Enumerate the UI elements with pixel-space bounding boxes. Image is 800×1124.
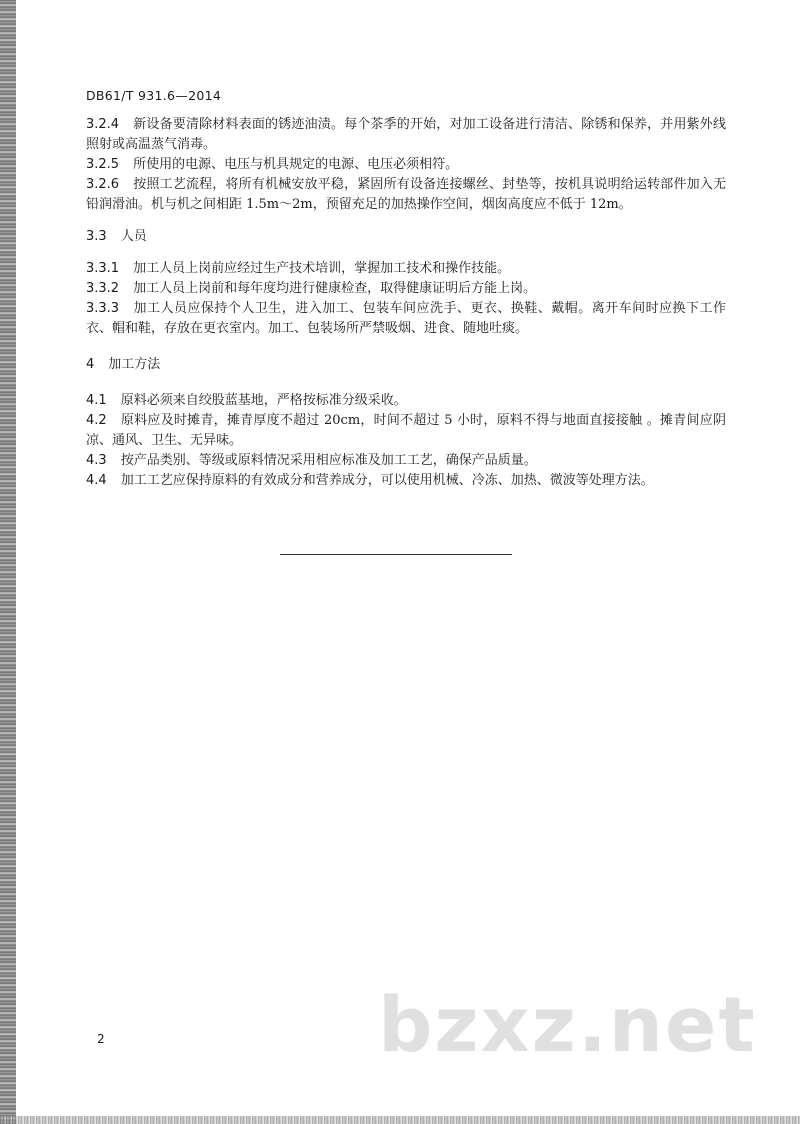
scan-edge-left: [0, 0, 16, 1124]
clause-text: 按照工艺流程，将所有机械安放平稳，紧固所有设备连接螺丝、封垫等，按机具说明给运转部件加入无铅润滑油。机与机之间相距 1.5m～2m，预留充足的加热操作空间，烟囱高度应不低于 12m。: [86, 177, 726, 212]
clause-number: 3.2.4: [86, 117, 120, 132]
section-heading-3-3: [86, 227, 726, 247]
clause-text: 加工工艺应保持原料的有效成分和营养成分，可以使用机械、冷冻、加热、微波等处理方法。: [120, 473, 654, 488]
clause-4-2: [86, 411, 726, 451]
clause-4-4: [86, 471, 726, 491]
clause-3-2-4: [86, 115, 726, 155]
clause-number: 4.2: [86, 413, 107, 428]
section-number: 3.3: [86, 229, 107, 244]
clause-text: 加工人员应保持个人卫生，进入加工、包装车间应洗手、更衣、换鞋、戴帽。离开车间时应换下工作衣、帽和鞋，存放在更衣室内。加工、包装场所严禁吸烟、进食、随地吐痰。: [86, 301, 726, 336]
section-title: 人员: [120, 229, 147, 244]
clause-number: 3.2.6: [86, 177, 120, 192]
clause-text: 新设备要清除材料表面的锈迹油渍。每个茶季的开始，对加工设备进行清洁、除锈和保养，并用紫外线照射或高温蒸气消毒。: [86, 117, 726, 152]
clause-number: 4.4: [86, 473, 107, 488]
clause-3-3-3: [86, 299, 726, 339]
clause-text: 原料应及时摊青，摊青厚度不超过 20cm，时间不超过 5 小时，原料不得与地面直接接触 。摊青间应阴凉、通风、卫生、无异味。: [86, 413, 726, 448]
clause-number: 4.3: [86, 453, 107, 468]
clause-3-3-1: [86, 259, 726, 279]
clause-number: 3.3.3: [86, 301, 120, 316]
clause-3-2-5: [86, 155, 726, 175]
page-number: 2: [97, 1032, 105, 1046]
clause-number: 4.1: [86, 393, 107, 408]
watermark: bzxz.net: [378, 980, 757, 1069]
section-title: 加工方法: [108, 357, 161, 372]
clause-number: 3.2.5: [86, 157, 120, 172]
clause-text: 原料必须来自绞股蓝基地，严格按标准分级采收。: [120, 393, 407, 408]
clause-number: 3.3.2: [86, 281, 120, 296]
document-body: [86, 115, 726, 491]
end-of-text-rule: [280, 554, 512, 555]
scan-edge-bottom: [0, 1116, 800, 1124]
clause-text: 加工人员上岗前和每年度均进行健康检查，取得健康证明后方能上岗。: [133, 281, 537, 296]
clause-4-3: [86, 451, 726, 471]
clause-text: 按产品类别、等级或原料情况采用相应标准及加工工艺，确保产品质量。: [120, 453, 537, 468]
section-number: 4: [86, 357, 95, 372]
clause-text: 加工人员上岗前应经过生产技术培训，掌握加工技术和操作技能。: [133, 261, 511, 276]
document-code: DB61/T 931.6—2014: [86, 88, 222, 103]
clause-text: 所使用的电源、电压与机具规定的电源、电压必须相符。: [133, 157, 459, 172]
clause-4-1: [86, 391, 726, 411]
clause-number: 3.3.1: [86, 261, 120, 276]
clause-3-3-2: [86, 279, 726, 299]
section-heading-4: [86, 355, 726, 375]
clause-3-2-6: [86, 175, 726, 215]
